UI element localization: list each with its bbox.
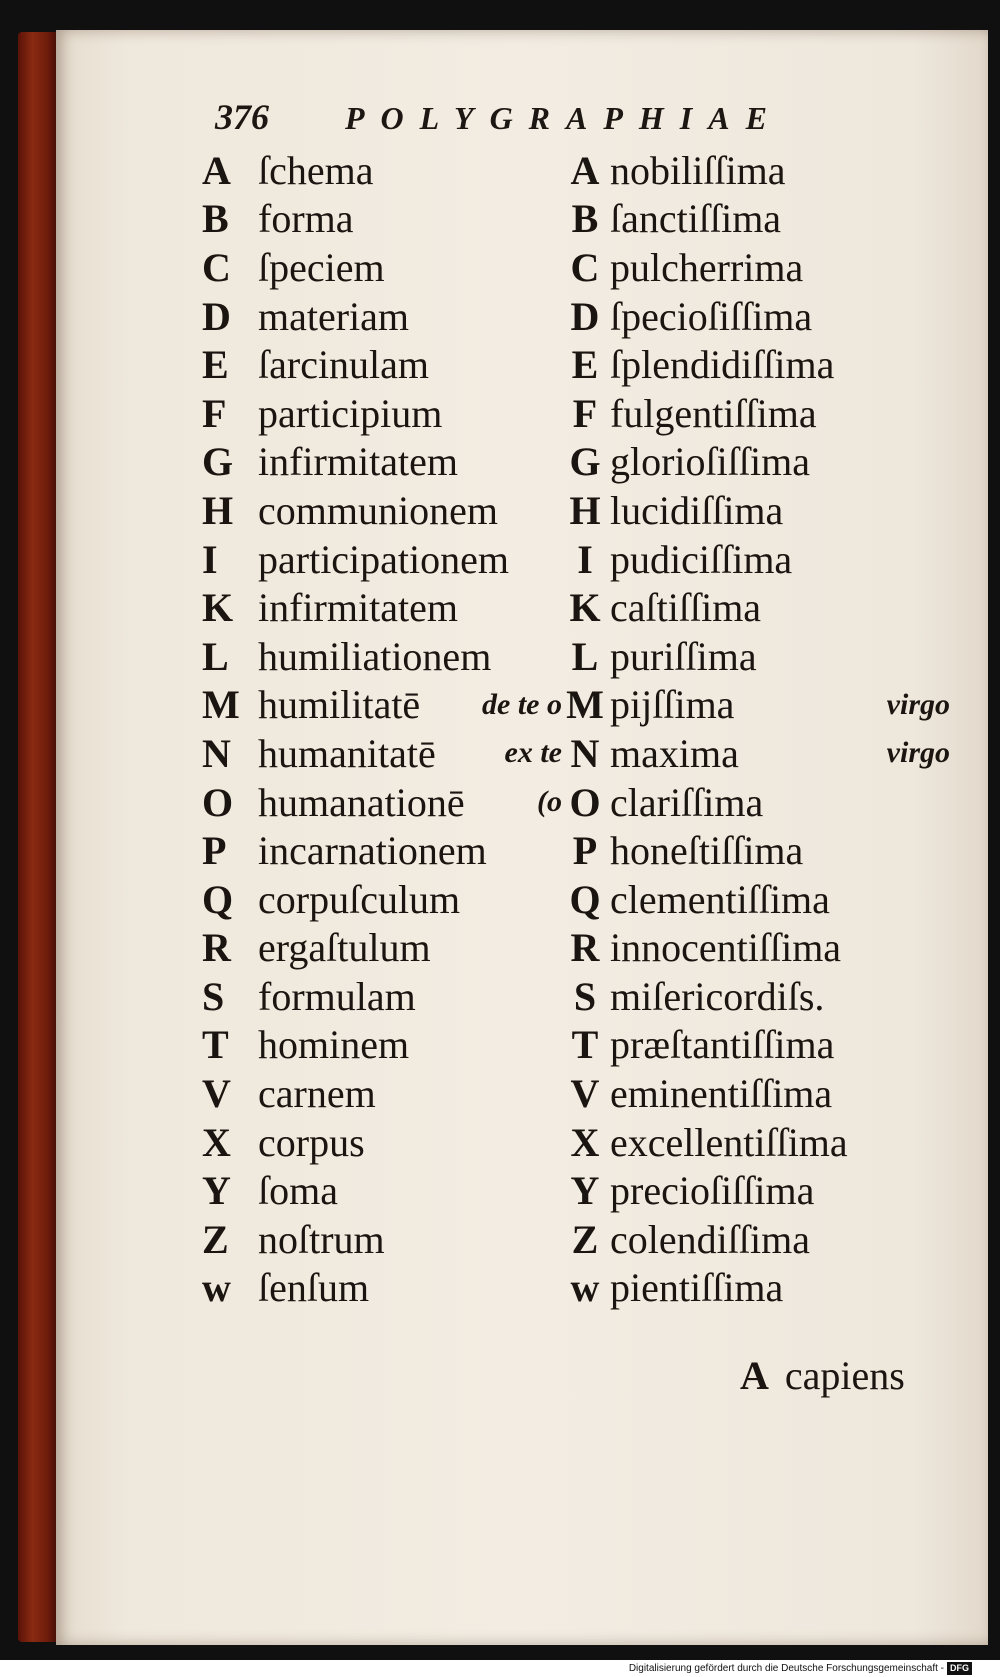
right-entry-row (560, 292, 960, 341)
right-entry-row (560, 1069, 960, 1118)
right-entry-row (560, 632, 960, 681)
left-entry-word: participationem (258, 536, 510, 582)
right-entry-word: ſpecioſiſſima (610, 293, 813, 339)
left-entry-letter: O (202, 779, 234, 825)
catchword-word: capiens (784, 1353, 905, 1398)
left-entry-letter: C (202, 244, 231, 290)
right-entry-letter: F (572, 390, 598, 436)
right-entry-word: excellentiſſima (610, 1119, 848, 1165)
left-entry-letter: Z (202, 1216, 229, 1262)
right-entry-aside-note: virgo (886, 736, 950, 770)
left-entry-letter: X (202, 1119, 231, 1165)
right-entry-word: pientiſſima (610, 1265, 784, 1311)
left-entry-row (202, 1166, 572, 1215)
right-entry-letter: A (570, 147, 600, 193)
left-column (202, 146, 572, 1312)
right-entry-row (560, 778, 960, 827)
left-entry-letter: N (202, 730, 231, 776)
left-entry-row (202, 632, 572, 681)
left-entry-word: ſarcinulam (258, 342, 430, 388)
right-entry-row (560, 972, 960, 1021)
left-entry-row (202, 729, 572, 778)
right-entry-word: miſericordiſs. (610, 973, 825, 1019)
left-entry-word: infirmitatem (258, 585, 458, 631)
right-entry-word: pijſſima (610, 682, 735, 728)
left-entry-row (202, 875, 572, 924)
left-entry-letter: B (202, 196, 229, 242)
left-entry-row (202, 340, 572, 389)
right-entry-letter: M (566, 682, 604, 728)
right-entry-row (560, 340, 960, 389)
left-entry-row (202, 972, 572, 1021)
left-entry-letter: w (202, 1265, 231, 1311)
left-entry-letter: K (202, 585, 234, 631)
left-entry-word: corpus (258, 1119, 365, 1165)
left-entry-word: carnem (258, 1071, 376, 1117)
left-entry-word: hominem (258, 1022, 410, 1068)
left-entry-row (202, 535, 572, 584)
left-entry-letter: S (202, 973, 225, 1019)
catchword (740, 1352, 905, 1399)
right-entry-letter: C (570, 244, 600, 290)
page-header (215, 96, 783, 146)
right-entry-row (560, 438, 960, 487)
right-entry-letter: P (572, 828, 598, 874)
left-entry-word: forma (258, 196, 354, 242)
right-entry-word: eminentiſſima (610, 1071, 833, 1117)
right-entry-letter: E (571, 342, 599, 388)
left-entry-word: humiliationem (258, 633, 492, 679)
right-entry-row (560, 1118, 960, 1167)
left-entry-word: formulam (258, 973, 416, 1019)
page-number: 376 (215, 97, 269, 137)
left-entry-word: infirmitatem (258, 439, 458, 485)
book-edge (18, 32, 60, 1642)
left-entry-aside-note: (o (537, 785, 562, 819)
right-entry-word: maxima (610, 730, 739, 776)
right-entry-row (560, 875, 960, 924)
right-entry-row (560, 195, 960, 244)
left-entry-row (202, 1118, 572, 1167)
right-entry-letter: K (569, 585, 601, 631)
left-entry-letter: Y (202, 1168, 231, 1214)
left-entry-row (202, 243, 572, 292)
left-entry-word: materiam (258, 293, 410, 339)
right-entry-row (560, 243, 960, 292)
left-entry-row (202, 681, 572, 730)
right-entry-word: colendiſſima (610, 1216, 810, 1262)
left-entry-letter: G (202, 439, 234, 485)
left-entry-letter: Q (202, 876, 234, 922)
left-entry-letter: A (202, 147, 231, 193)
right-entry-row (560, 826, 960, 875)
left-entry-word: ſenſum (258, 1265, 370, 1311)
left-entry-letter: V (202, 1071, 231, 1117)
left-entry-word: humanitatē (258, 730, 436, 776)
left-entry-row (202, 778, 572, 827)
left-entry-aside-note: ex te (504, 736, 562, 770)
right-entry-letter: D (570, 293, 600, 339)
right-column (560, 146, 960, 1312)
right-entry-letter: L (571, 633, 599, 679)
left-entry-row (202, 486, 572, 535)
right-entry-word: lucidiſſima (610, 487, 784, 533)
left-entry-letter: L (202, 633, 229, 679)
dfg-logo: DFG (947, 1662, 972, 1675)
right-entry-row (560, 389, 960, 438)
left-entry-letter: D (202, 293, 231, 339)
left-entry-row (202, 583, 572, 632)
left-entry-aside-note: de te o (482, 687, 562, 721)
left-entry-word: communionem (258, 487, 498, 533)
right-entry-word: nobiliſſima (610, 147, 786, 193)
right-entry-row (560, 1166, 960, 1215)
right-entry-letter: G (569, 439, 601, 485)
right-entry-letter: V (570, 1071, 600, 1117)
left-entry-letter: E (202, 342, 229, 388)
right-entry-letter: Z (571, 1216, 599, 1262)
right-entry-letter: R (570, 925, 600, 971)
right-entry-letter: S (573, 973, 597, 1019)
left-entry-word: ſoma (258, 1168, 338, 1214)
right-entry-word: fulgentiſſima (610, 390, 817, 436)
left-entry-row (202, 389, 572, 438)
left-entry-row (202, 1069, 572, 1118)
left-entry-row (202, 1215, 572, 1264)
right-entry-letter: B (571, 196, 599, 242)
left-entry-letter: R (202, 925, 231, 971)
left-entry-letter: P (202, 828, 227, 874)
right-entry-word: puriſſima (610, 633, 757, 679)
left-entry-letter: H (202, 487, 234, 533)
left-entry-word: noſtrum (258, 1216, 385, 1262)
catchword-letter: A (740, 1353, 769, 1398)
left-entry-word: incarnationem (258, 828, 487, 874)
left-entry-letter: F (202, 390, 227, 436)
right-entry-word: honeſtiſſima (610, 828, 804, 874)
right-entry-row (560, 1264, 960, 1313)
right-entry-letter: Y (570, 1168, 600, 1214)
right-entry-aside-note: virgo (886, 687, 950, 721)
right-entry-word: glorioſiſſima (610, 439, 810, 485)
right-entry-word: caſtiſſima (610, 585, 762, 631)
right-entry-row (560, 1021, 960, 1070)
right-entry-letter: T (571, 1022, 599, 1068)
right-entry-row (560, 583, 960, 632)
left-entry-row (202, 195, 572, 244)
right-entry-letter: X (570, 1119, 600, 1165)
left-entry-row (202, 826, 572, 875)
right-entry-word: clementiſſima (610, 876, 830, 922)
right-entry-row (560, 681, 960, 730)
right-entry-letter: Q (569, 876, 601, 922)
right-entry-row (560, 1215, 960, 1264)
left-entry-word: ſpeciem (258, 244, 385, 290)
left-entry-row (202, 438, 572, 487)
right-entry-word: ſplendidiſſima (610, 342, 835, 388)
left-entry-word: humilitatē (258, 682, 421, 728)
right-entry-letter: H (569, 487, 601, 533)
right-entry-word: ſanctiſſima (610, 196, 782, 242)
right-entry-word: innocentiſſima (610, 925, 842, 971)
right-entry-row (560, 535, 960, 584)
left-entry-word: ſchema (258, 147, 374, 193)
left-entry-letter: M (202, 682, 240, 728)
right-entry-letter: O (569, 779, 601, 825)
left-entry-letter: T (202, 1022, 229, 1068)
left-entry-word: humanationē (258, 779, 465, 825)
left-entry-row (202, 146, 572, 195)
right-entry-letter: w (570, 1265, 600, 1311)
right-entry-word: precioſiſſima (610, 1168, 815, 1214)
right-entry-row (560, 924, 960, 973)
right-entry-word: clariſſima (610, 779, 764, 825)
left-entry-row (202, 292, 572, 341)
right-entry-row (560, 729, 960, 778)
left-entry-row (202, 1264, 572, 1313)
right-entry-letter: N (570, 730, 600, 776)
digitization-footer (0, 1660, 1000, 1677)
left-entry-row (202, 1021, 572, 1070)
left-entry-word: ergaſtulum (258, 925, 431, 971)
left-entry-word: corpuſculum (258, 876, 461, 922)
left-entry-word: participium (258, 390, 443, 436)
left-entry-letter: I (202, 536, 218, 582)
right-entry-word: præſtantiſſima (610, 1022, 835, 1068)
right-entry-letter: I (577, 536, 593, 582)
right-entry-row (560, 486, 960, 535)
left-entry-row (202, 924, 572, 973)
right-entry-word: pulcherrima (610, 244, 804, 290)
footer-text: Digitalisierung gefördert durch die Deutsche Forschungsgemeinschaft - (628, 1663, 944, 1674)
running-title: POLYGRAPHIAE (345, 100, 783, 136)
right-entry-row (560, 146, 960, 195)
right-entry-word: pudiciſſima (610, 536, 793, 582)
